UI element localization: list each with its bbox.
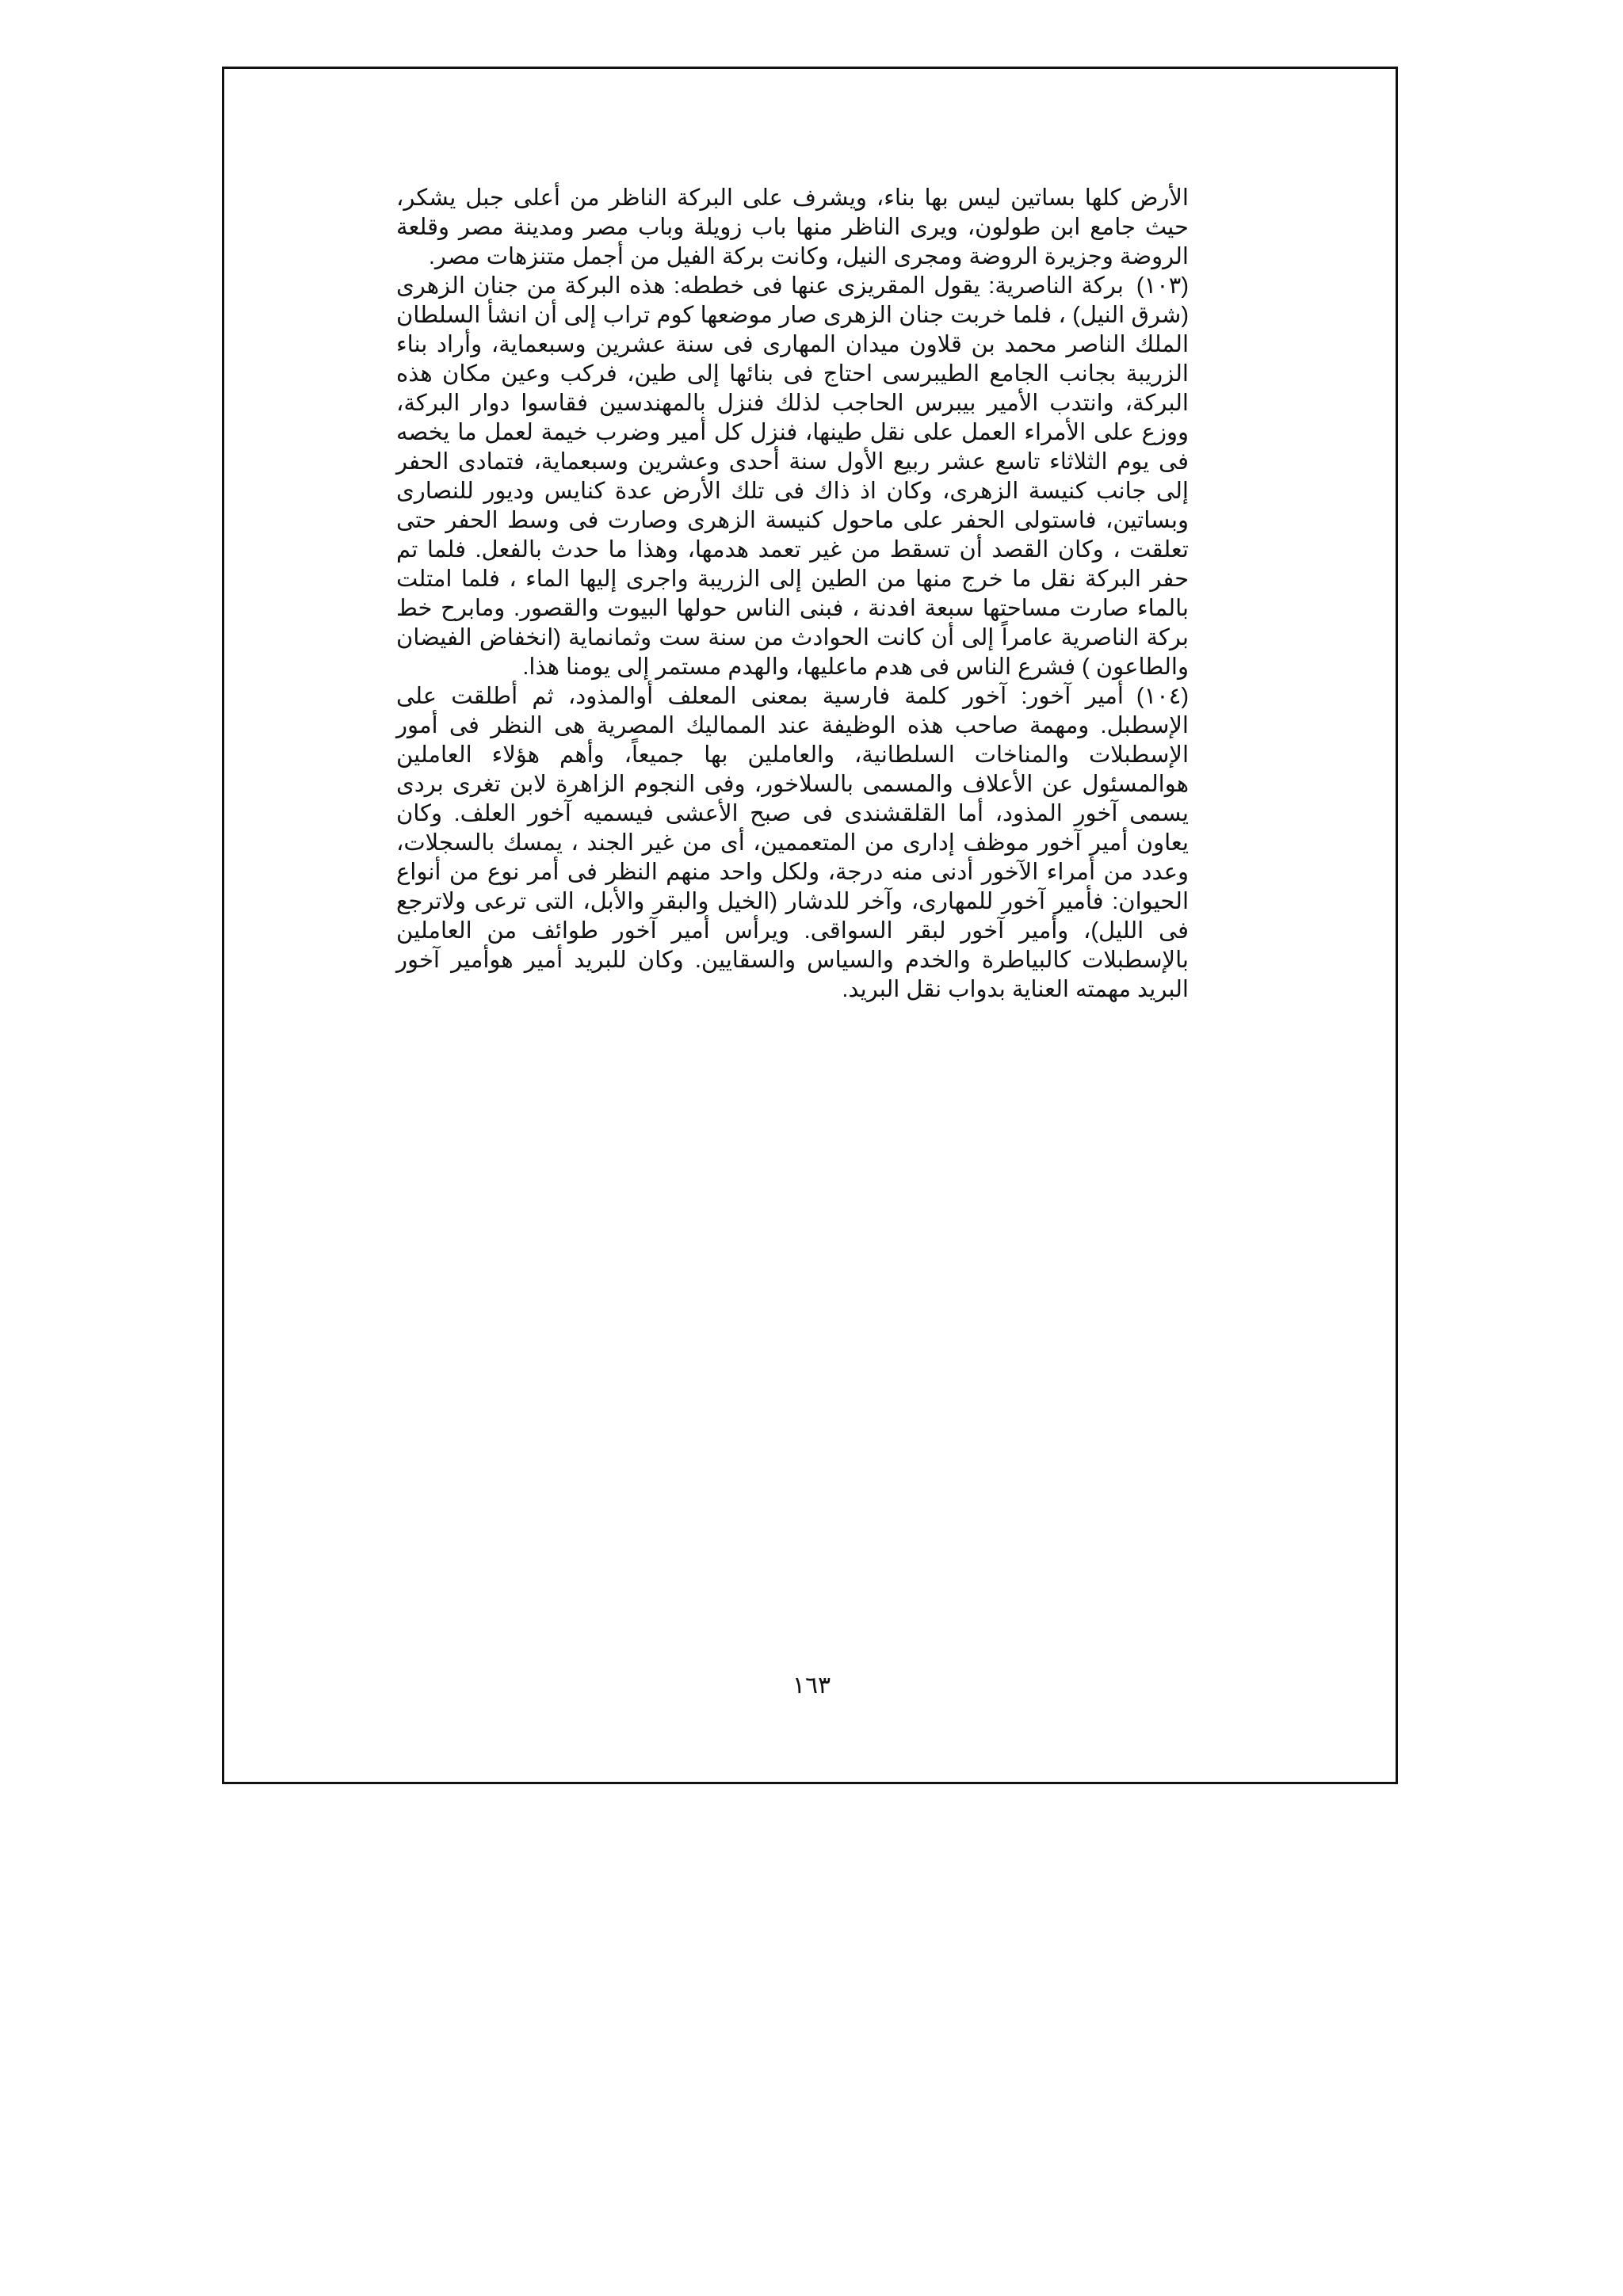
- footnote-103: [396, 272, 1189, 682]
- footnote-number: (١٠٤): [1136, 684, 1189, 709]
- page-number: ١٦٣: [792, 1672, 831, 1699]
- continuation-paragraph: الأرض كلها بساتين ليس بها بناء، ويشرف على البركة الناظر من أعلى جبل يشكر، حيث جامع ابن طولون، ويرى الناظر منها باب زويلة وباب مصر ومدينة مصر وقلعة الروضة وجزيرة الروضة ومجرى النيل، وكانت بركة الفيل من أجمل متنزهات مصر.: [396, 185, 1189, 269]
- footnote-104: [396, 682, 1189, 1005]
- footnote-number: (١٠٣): [1136, 273, 1189, 299]
- footnote-text: بركة الناصرية: يقول المقريزى عنها فى خططه: هذه البركة من جنان الزهرى (شرق النيل) ، فلما خربت جنان الزهرى صار موضعها كوم تراب إلى أن انشأ السلطان الملك الناصر محمد بن قلاون ميدان المهارى فى سنة عشرين وسبعماية، وأراد بناء الزريبة بجانب الجامع الطيبرسى احتاج فى بنائها إلى طين، فركب وعين مكان هذه البركة، وانتدب الأمير بيبرس الحاجب لذلك فنزل بالمهندسين فقاسوا دوار البركة، ووزع على الأمراء العمل على نقل طينها، فنزل كل أمير وضرب خيمة لعمل ما يخصه فى يوم الثلاثاء تاسع عشر ربيع الأول سنة أحدى وعشرين وسبعماية، فتمادى الحفر إلى جانب كنيسة الزهرى، وكان اذ ذاك فى تلك الأرض عدة كنايس وديور للنصارى وبساتين، فاستولى الحفر على ماحول كنيسة الزهرى وصارت فى وسط الحفر حتى تعلقت ، وكان القصد أن تسقط من غير تعمد هدمها، وهذا ما حدث بالفعل. فلما تم حفر البركة نقل ما خرج منها من الطين إلى الزريبة واجرى إليها الماء ، فلما امتلت بالماء صارت مساحتها سبعة افدنة ، فبنى الناس حولها البيوت والقصور. ومابرح خط بركة الناصرية عامراً إلى أن كانت الحوادث من سنة ست وثمانماية (انخفاض الفيضان والطاعون ) فشرع الناس فى هدم ماعليها، والهدم مستمر إلى يومنا هذا.: [396, 273, 1189, 680]
- text-column: [396, 184, 1189, 1005]
- footnote-text: أمير آخور: آخور كلمة فارسية بمعنى المعلف أوالمذود، ثم أطلقت على الإسطبل. ومهمة صاحب هذه الوظيفة عند المماليك المصرية هى النظر فى أمور الإسطبلات والمناخات السلطانية، والعاملين بها جميعاً، وأهم هؤلاء العاملين هوالمسئول عن الأعلاف والمسمى بالسلاخور، وفى النجوم الزاهرة لابن تغرى بردى يسمى آخور المذود، أما القلقشندى فى صبح الأعشى فيسميه آخور العلف. وكان يعاون أمير آخور موظف إدارى من المتعممين، أى من غير الجند ، يمسك بالسجلات، وعدد من أمراء الآخور أدنى منه درجة، ولكل واحد منهم النظر فى أمر نوع من أنواع الحيوان: فأمير آخور للمهارى، وآخر للدشار (الخيل والبقر والأبل، التى ترعى ولاترجع فى الليل)، وأمير آخور لبقر السواقى. ويرأس أمير آخور طوائف من العاملين بالإسطبلات كالبياطرة والخدم والسياس والسقايين. وكان للبريد أمير هوأمير آخور البريد مهمته العناية بدواب نقل البريد.: [396, 684, 1189, 1002]
